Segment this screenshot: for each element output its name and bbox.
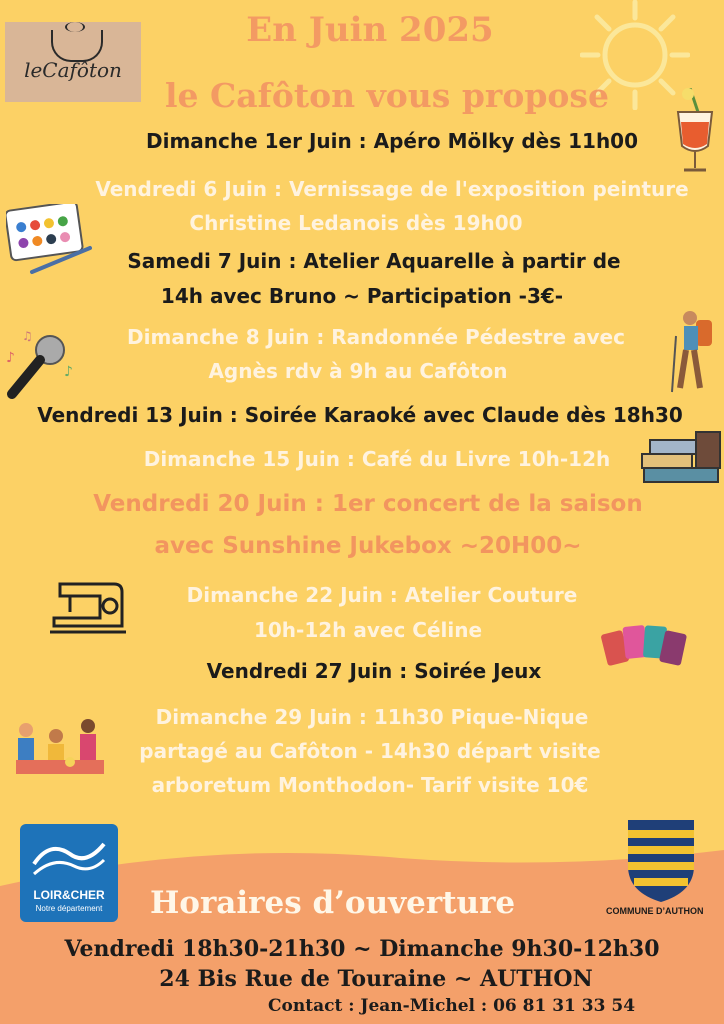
svg-text:♪: ♪ [64, 364, 73, 380]
event-3-line-1: Samedi 7 Juin : Atelier Aquarelle à partir de [127, 249, 621, 273]
event-4-line-2: Agnès rdv à 9h au Cafôton [208, 359, 508, 383]
svg-text:♫: ♫ [22, 329, 33, 343]
logo-text: leCafôton [24, 58, 122, 82]
event-1-line-1: Dimanche 1er Juin : Apéro Mölky dès 11h00 [145, 129, 639, 153]
title-line-2: le Cafôton vous propose [165, 76, 609, 115]
event-4-line-1: Dimanche 8 Juin : Randonnée Pédestre avec [127, 325, 625, 349]
address-line: 24 Bis Rue de Touraine ~ AUTHON [159, 966, 593, 992]
svg-text:♪: ♪ [6, 350, 15, 366]
event-10-line-2: partagé au Cafôton - 14h30 départ visite [139, 739, 601, 763]
event-8-line-2: 10h-12h avec Céline [253, 618, 483, 642]
loir-cher-name: LOIR&CHER [33, 888, 105, 902]
event-8-line-1: Dimanche 22 Juin : Atelier Couture [186, 583, 578, 607]
event-10-line-1: Dimanche 29 Juin : 11h30 Pique-Nique [155, 705, 589, 729]
title-line-1: En Juin 2025 [246, 10, 494, 50]
event-7-line-1: Vendredi 20 Juin : 1er concert de la saison [93, 491, 643, 517]
loir-cher-wave-icon [30, 834, 108, 878]
event-10-line-3: arboretum Monthodon- Tarif visite 10€ [151, 773, 589, 797]
event-5-line-1: Vendredi 13 Juin : Soirée Karaoké avec Claude dès 18h30 [37, 403, 683, 427]
hours-line: Vendredi 18h30-21h30 ~ Dimanche 9h30-12h30 [64, 936, 660, 962]
event-9-line-1: Vendredi 27 Juin : Soirée Jeux [206, 659, 542, 683]
event-6-line-1: Dimanche 15 Juin : Café du Livre 10h-12h [143, 447, 611, 471]
commune-label: COMMUNE D’AUTHON [606, 906, 704, 916]
event-2-line-1: Vendredi 6 Juin : Vernissage de l'exposition peinture [95, 177, 689, 201]
hours-title: Horaires d’ouverture [150, 885, 516, 921]
loir-cher-logo [20, 824, 118, 922]
event-2-line-2: Christine Ledanois dès 19h00 [189, 211, 523, 235]
commune-crest [626, 818, 696, 904]
loir-cher-sub: Notre département [35, 904, 103, 913]
event-7-line-2: avec Sunshine Jukebox ~20H00~ [154, 533, 582, 559]
contact-line: Contact : Jean-Michel : 06 81 31 33 54 [268, 996, 636, 1016]
event-3-line-2: 14h avec Bruno ~ Participation -3€- [160, 284, 564, 308]
